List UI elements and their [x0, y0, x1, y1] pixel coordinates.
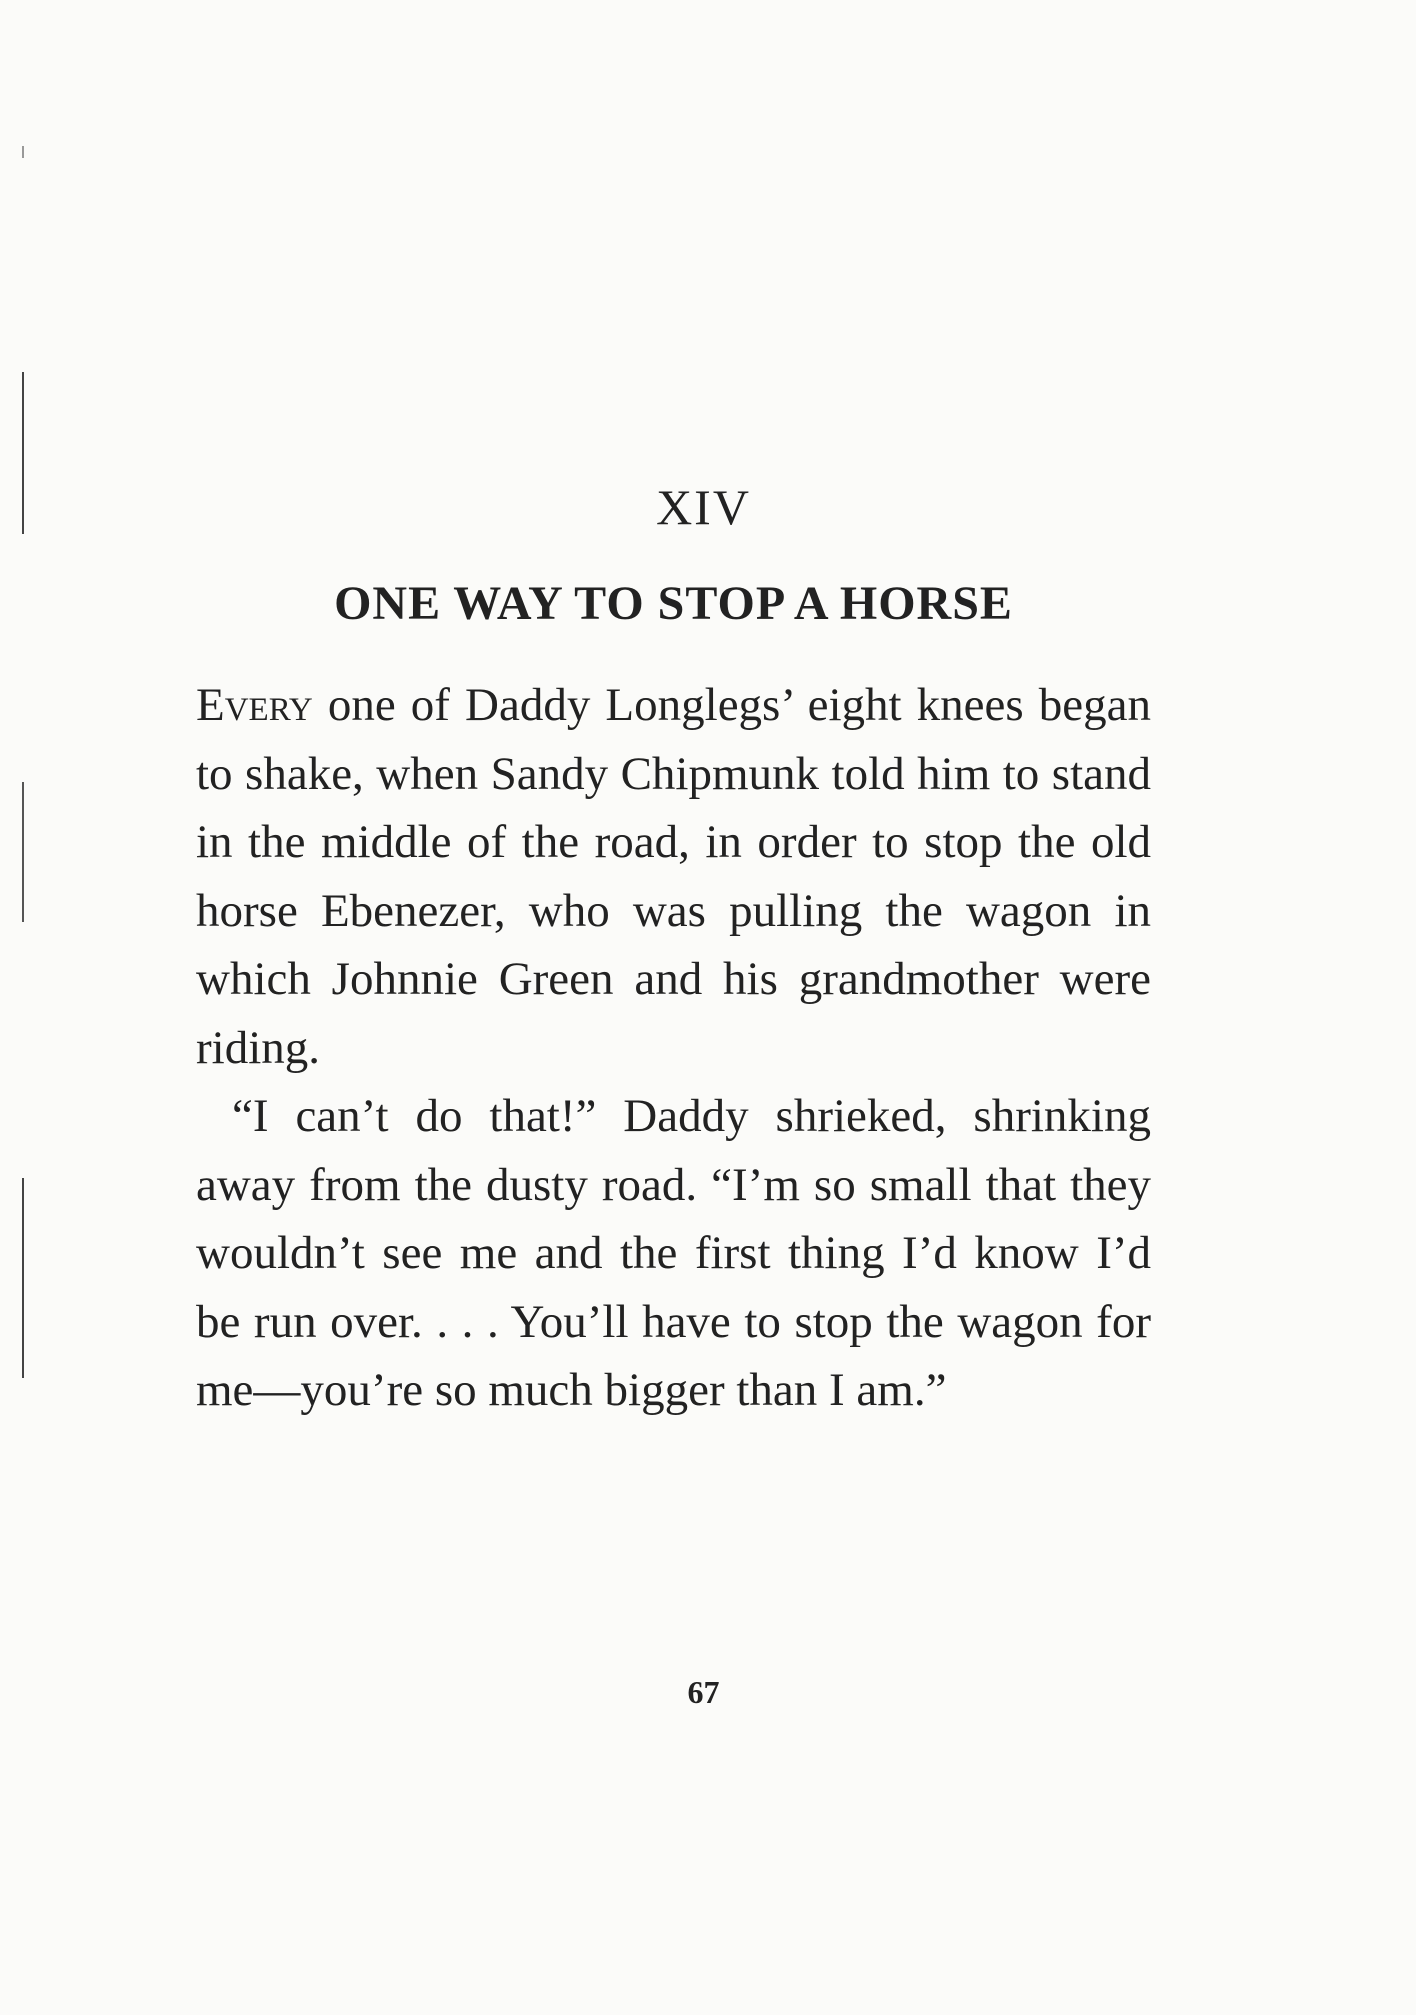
paragraph-lead-word: Every — [196, 679, 313, 731]
book-page — [196, 478, 1151, 1710]
scan-edge-mark — [22, 782, 24, 922]
scan-edge-mark — [22, 372, 24, 534]
chapter-number: XIV — [656, 479, 751, 535]
page-number: 67 — [687, 1674, 720, 1710]
paragraph-text: “I can’t do that!” Daddy shrieked, shrinking away from the dusty road. “I’m so small that they wouldn’t see me and the first thing I’d know I’d be run over. . . . You’ll have to stop the wagon for me—you’re so much bigger than I am.” — [196, 1090, 1151, 1416]
chapter-title: ONE WAY TO STOP A HORSE — [334, 577, 1013, 630]
chapter-body — [196, 671, 1151, 1425]
paragraph — [196, 1082, 1151, 1425]
paragraph-text: one of Daddy Longlegs’ eight knees began to shake, when Sandy Chipmunk told him to stand in the middle of the road, in order to stop the old horse Ebenezer, who was pulling the wagon in which Johnnie Green and his grandmother were riding. — [196, 679, 1151, 1074]
paragraph — [196, 671, 1151, 1082]
scan-edge-mark — [22, 1178, 24, 1378]
scan-edge-mark — [22, 146, 24, 158]
